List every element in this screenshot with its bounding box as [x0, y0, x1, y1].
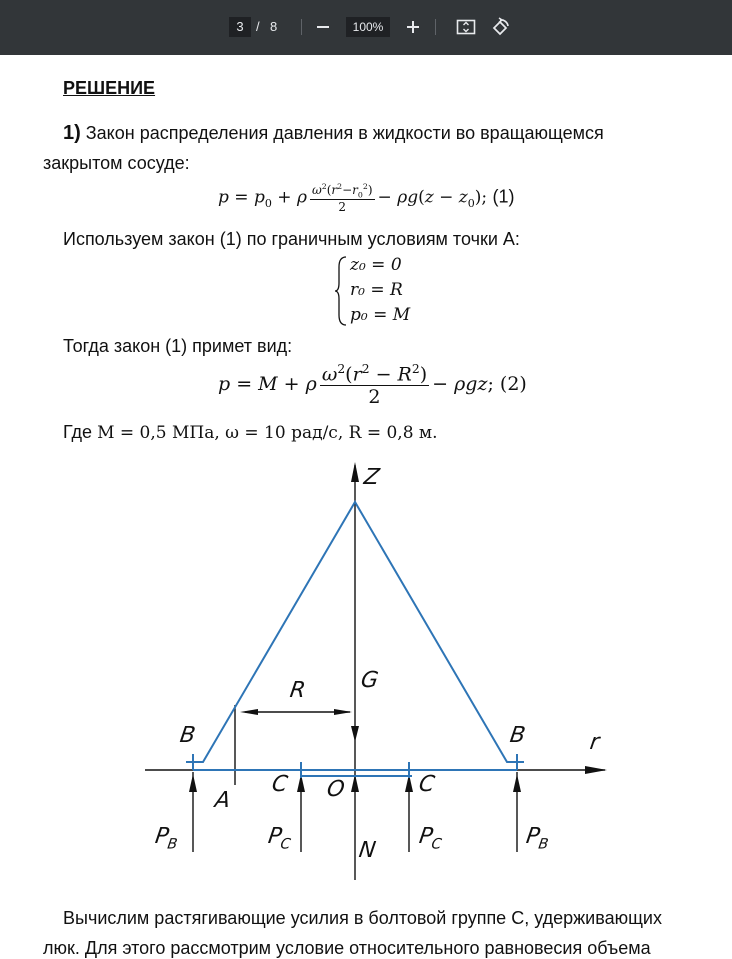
- paragraph-1-line-2: закрытом сосуде:: [43, 153, 190, 173]
- force-subscript: C: [430, 836, 443, 853]
- given-values-text: M = 0,5 МПа, ω = 10 рад/с, R = 0,8 м.: [97, 423, 438, 443]
- z-arrowhead: [351, 462, 359, 482]
- label-pc-right: [417, 824, 444, 852]
- label-pb-left: [153, 824, 180, 852]
- label-z: Z: [362, 465, 381, 490]
- label-pb-right: [524, 824, 551, 852]
- total-pages: 8: [270, 19, 278, 34]
- formula-2-label: (2): [499, 373, 527, 396]
- force-symbol: P: [153, 824, 171, 849]
- label-b-right: B: [508, 723, 527, 748]
- section-heading: РЕШЕНИЕ: [63, 78, 156, 98]
- formula-1-label: (1): [492, 186, 515, 207]
- label-radius: R: [288, 678, 308, 703]
- dimension-arrow-right: [334, 709, 352, 715]
- label-n: N: [357, 838, 378, 863]
- dimension-arrow-left: [240, 709, 258, 715]
- bottom-paragraph-line-1: Вычислим растягивающие усилия в болтовой группе С, удерживающих: [63, 908, 662, 928]
- force-subscript: B: [537, 836, 550, 853]
- label-o: O: [325, 777, 347, 802]
- formula-1: $p = p_0 + \rho$ $\frac{\omega^2(r^2-r_0^2)}{2}$ − $\rho g(z - z_0)$; (1): [218, 182, 515, 215]
- force-symbol: P: [524, 824, 542, 849]
- force-symbol: P: [266, 824, 284, 849]
- label-c-left: C: [270, 772, 290, 797]
- pb-left-arrowhead: [189, 774, 197, 792]
- condition-r0: r₀ = R: [350, 280, 403, 300]
- page-number-input[interactable]: 3: [229, 17, 251, 37]
- label-b-left: B: [178, 723, 197, 748]
- force-subscript: B: [166, 836, 179, 853]
- force-symbol: P: [417, 824, 435, 849]
- zoom-level-input[interactable]: 100%: [346, 17, 390, 37]
- pb-right-arrowhead: [513, 774, 521, 792]
- step-number: 1): [63, 122, 81, 144]
- force-subscript: C: [279, 836, 292, 853]
- paragraph-3: Тогда закон (1) примет вид:: [63, 336, 293, 356]
- label-a: A: [213, 788, 232, 813]
- gravity-arrow: [351, 726, 359, 742]
- formula-2: p = M + ρ $\frac{\omega^2(r^2 - R^2)}{2}$ − ρgz; (2): [218, 362, 527, 409]
- paragraph-2: Используем закон (1) по граничным условиям точки А:: [63, 229, 520, 249]
- bottom-paragraph-line-2: люк. Для этого рассмотрим условие относительного равновесия объема: [43, 938, 651, 958]
- label-pc-left: [266, 824, 293, 852]
- condition-p0: p₀ = M: [350, 305, 411, 325]
- page-separator: /: [256, 19, 260, 34]
- condition-z0: z₀ = 0: [350, 255, 402, 275]
- r-arrowhead: [585, 766, 607, 774]
- paragraph-1-text: Закон распределения давления в жидкости во вращающемся: [80, 123, 604, 143]
- given-prefix: Где: [63, 422, 98, 442]
- label-g: G: [359, 668, 380, 693]
- label-c-right: C: [417, 772, 437, 797]
- label-r: r: [588, 730, 601, 755]
